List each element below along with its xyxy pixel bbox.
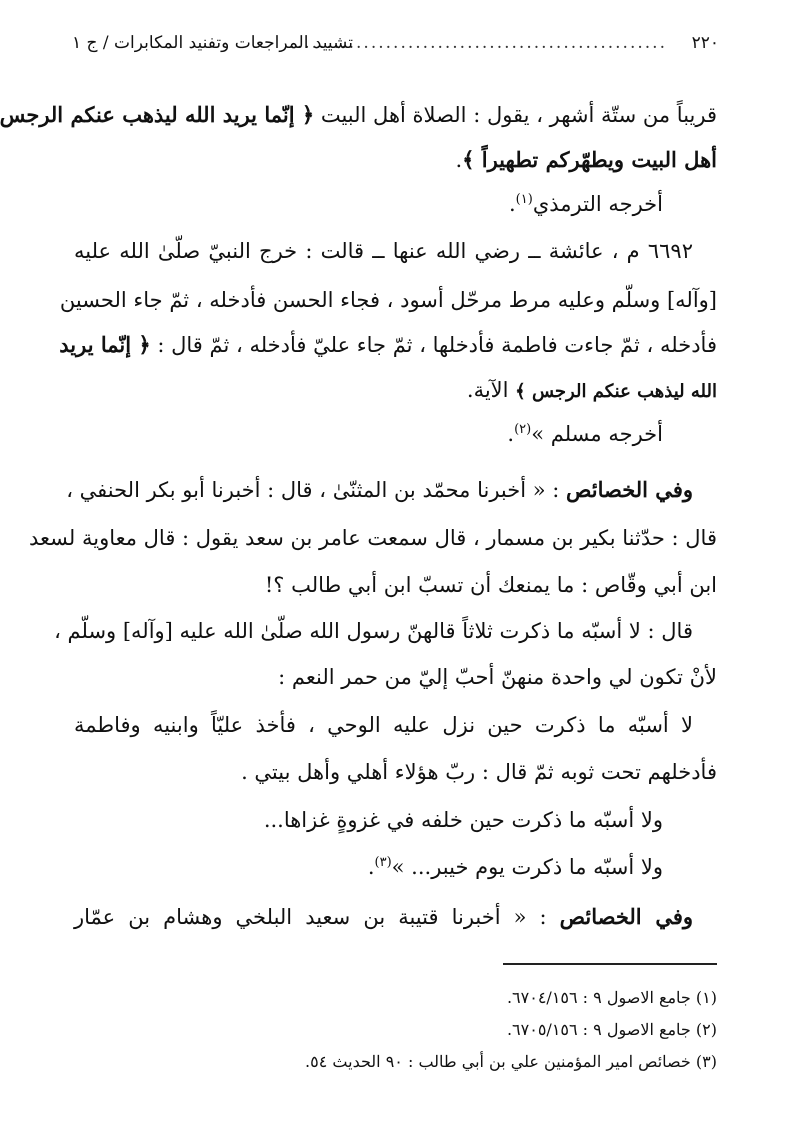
text-segment: . [508,192,516,216]
footnote: (٢) جامع الاصول ٩ : ٦٧٠٥/١٥٦. [506,1020,717,1039]
text-segment: . [507,422,515,446]
text-segment: : « أخبرنا محمّد بن المثنّىٰ ، قال : أخبرنا أبو بكر الحنفي ، [66,478,567,502]
text-segment: ولا أسبّه ما ذكرت يوم خيبر... » [391,855,663,879]
text-line: فأدخلهم تحت ثوبه ثمّ قال : ربّ هؤلاء أهلي وأهل بيتي . [241,760,717,784]
footnote: (١) جامع الاصول ٩ : ٦٧٠٤/١٥٦. [506,988,717,1007]
quran-verse: ﴿ إنّما يريد [59,332,151,357]
text-segment: أخرجه مسلم » [531,422,663,446]
text-segment: . [367,855,375,879]
source-title: وفي الخصائص [566,477,693,502]
header-leader-dots: ................................................... [289,33,667,53]
text-line [74,847,663,887]
text-segment: : « أخبرنا قتيبة بن سعيد البلخي وهشام بن عمّار [74,905,560,929]
text-line [74,184,663,224]
text-line: [وآله] وسلّم وعليه مرط مرحّل أسود ، فجاء الحسن فأدخله ، ثمّ جاء الحسين [59,288,717,312]
text-line: ولا أسبّه ما ذكرت حين خلفه في غزوةٍ غزاها... [263,808,663,832]
text-line [74,414,663,454]
text-line: ٦٦٩٢ م ، عائشة ــ رضي الله عنها ــ قالت : خرج النبيّ صلّىٰ الله عليه [74,239,693,263]
text-line: قال : لا أسبّه ما ذكرت ثلاثاً قالهنّ رسول الله صلّىٰ الله عليه [وآله] وسلّم ، [54,619,693,643]
footnote-ref: (١) [515,192,533,207]
page-number: ٢٢٠ [691,33,719,53]
footnote-divider [503,963,717,965]
text-line [59,325,717,365]
text-line [0,95,717,135]
text-line [66,470,693,510]
book-title: تشييد المراجعات وتفنيد المكابرات / ج ١ [72,33,353,53]
footnote: (٣) خصائص امير المؤمنين علي بن أبي طالب : ٩٠ الحديث ٥٤. [305,1052,717,1071]
text-segment: . [455,148,463,172]
text-line [74,140,717,180]
text-line [74,897,693,937]
running-header [72,28,719,58]
quran-verse: الله ليذهب عنكم الرجس ﴾ [515,381,717,402]
text-segment: قريباً من ستّة أشهر ، يقول : الصلاة أهل البيت [314,103,717,127]
text-segment: فأدخله ، ثمّ جاءت فاطمة فأدخلها ، ثمّ جاء عليّ فأدخله ، ثمّ قال : [150,333,717,357]
text-line: لا أسبّه ما ذكرت حين نزل عليه الوحي ، فأخذ عليّاً وابنيه وفاطمة [74,713,693,737]
text-line [74,370,717,410]
text-line: لأنْ تكون لي واحدة منهنّ أحبّ إليّ من حمر النعم : [278,665,717,689]
text-line: ابن أبي وقّاص : ما يمنعك أن تسبّ ابن أبي طالب ؟! [264,573,717,597]
text-line: قال : حدّثنا بكير بن مسمار ، قال سمعت عامر بن سعد يقول : قال معاوية لسعد [29,526,717,550]
text-segment: أخرجه الترمذي [532,192,663,216]
source-title: وفي الخصائص [559,904,693,929]
quran-verse: أهل البيت ويطهّركم تطهيراً ﴾ [462,147,717,172]
text-segment: الآية. [466,378,516,402]
quran-verse: ﴿ إنّما يريد الله ليذهب عنكم الرجس [0,102,315,127]
footnote-ref: (٣) [374,855,392,870]
footnote-ref: (٢) [514,422,532,437]
